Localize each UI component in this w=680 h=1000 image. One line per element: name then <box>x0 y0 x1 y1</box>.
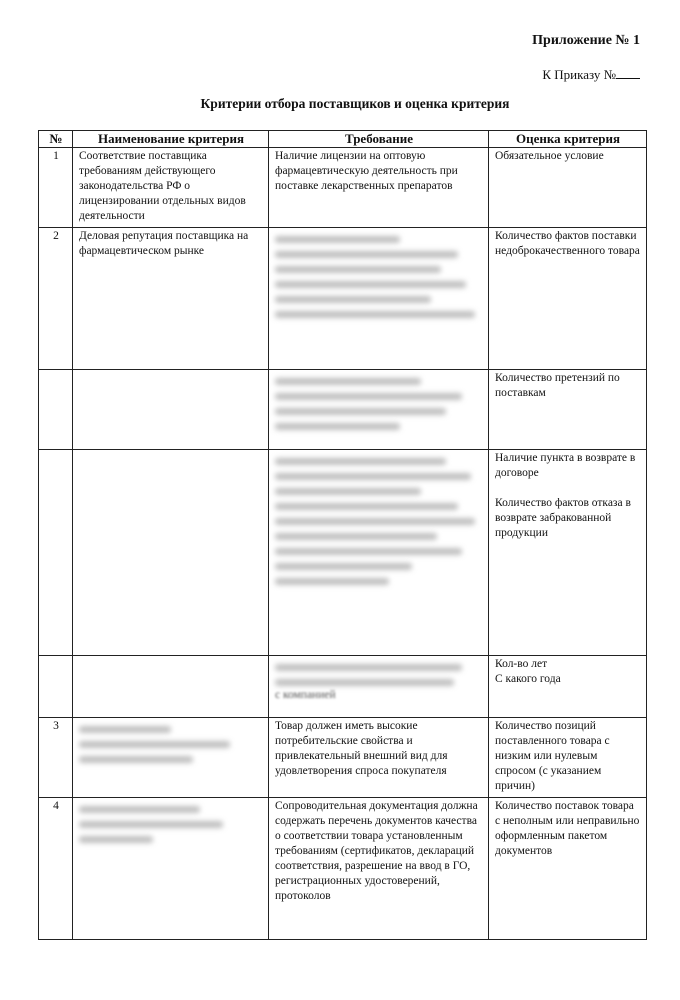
redacted-text-block <box>275 664 483 686</box>
table-row <box>39 228 647 370</box>
redacted-text-block <box>275 458 483 585</box>
criterion-name <box>73 450 269 656</box>
redacted-text-block <box>275 236 483 318</box>
requirement-redacted <box>269 450 489 656</box>
requirement: Сопроводительная документация должна содержать перечень документов качества о соответствии товара установленным требованиям (сертификатов, деклараций соответствия, разрешение на ввод в ГО, регистрационных удостоверений, протоколов <box>269 798 489 940</box>
order-number-blank <box>616 66 640 79</box>
criterion-name: Деловая репутация поставщика на фармацевтическом рынке <box>73 228 269 370</box>
evaluation-line: С какого года <box>495 673 561 685</box>
redacted-text-block <box>79 726 263 763</box>
table-row <box>39 148 647 228</box>
evaluation: Количество претензий по поставкам <box>489 370 647 450</box>
evaluation-line: Количество фактов отказа в возврате забракованной продукции <box>495 497 631 539</box>
evaluation <box>489 656 647 718</box>
row-number: 4 <box>39 798 73 940</box>
evaluation <box>489 450 647 656</box>
table-row <box>39 718 647 798</box>
table-header-row <box>39 131 647 148</box>
requirement-redacted <box>269 370 489 450</box>
requirement: Наличие лицензии на оптовую фармацевтическую деятельность при поставке лекарственных препаратов <box>269 148 489 228</box>
table-row <box>39 450 647 656</box>
table-row <box>39 370 647 450</box>
table-row <box>39 656 647 718</box>
evaluation: Количество позиций поставленного товара с низким или нулевым спросом (с указанием причин) <box>489 718 647 798</box>
row-number: 3 <box>39 718 73 798</box>
redacted-text-block <box>275 378 483 430</box>
criterion-name <box>73 370 269 450</box>
header-criterion-name: Наименование критерия <box>73 131 269 148</box>
appendix-label: Приложение № 1 <box>532 33 640 48</box>
header-evaluation: Оценка критерия <box>489 131 647 148</box>
row-number: 1 <box>39 148 73 228</box>
order-reference <box>542 66 640 83</box>
requirement: Товар должен иметь высокие потребительские свойства и привлекательный внешний вид для удовлетворения спроса покупателя <box>269 718 489 798</box>
criterion-name-redacted <box>73 798 269 940</box>
evaluation-line: Кол-во лет <box>495 658 548 670</box>
document-title: Критерии отбора поставщиков и оценка критерия <box>200 96 510 111</box>
order-prefix: К Приказу № <box>542 67 616 82</box>
table-row <box>39 798 647 940</box>
row-number <box>39 656 73 718</box>
requirement-tail: с компанией <box>275 689 336 701</box>
header-number: № <box>39 131 73 148</box>
row-number: 2 <box>39 228 73 370</box>
requirement-redacted <box>269 656 489 718</box>
criterion-name: Соответствие поставщика требованиям действующего законодательства РФ о лицензировании отдельных видов деятельности <box>73 148 269 228</box>
header-requirement: Требование <box>269 131 489 148</box>
criterion-name <box>73 656 269 718</box>
evaluation: Количество фактов поставки недоброкачественного товара <box>489 228 647 370</box>
redacted-text-block <box>79 806 263 843</box>
evaluation-line: Наличие пункта в возврате в договоре <box>495 452 636 479</box>
evaluation: Количество поставок товара с неполным или неправильно оформленным пакетом документов <box>489 798 647 940</box>
row-number <box>39 450 73 656</box>
evaluation: Обязательное условие <box>489 148 647 228</box>
criteria-table <box>38 130 647 940</box>
row-number <box>39 370 73 450</box>
criterion-name-redacted <box>73 718 269 798</box>
requirement-redacted <box>269 228 489 370</box>
